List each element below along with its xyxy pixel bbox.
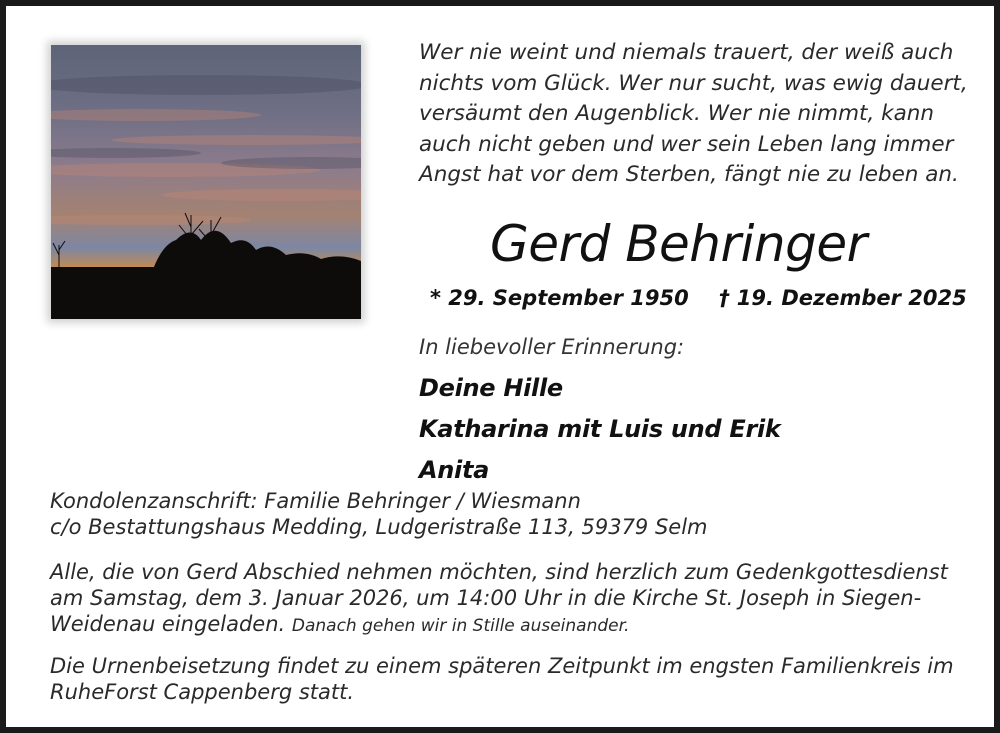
mourner-name: Katharina mit Luis und Erik [419,415,781,443]
mourners-list [419,368,781,491]
mourner-name: Deine Hille [419,374,563,402]
condolence-line: c/o Bestattungshaus Medding, Ludgeristraße 113, 59379 Selm [50,515,708,539]
sunset-landscape-image [51,45,361,319]
condolence-line: Kondolenzanschrift: Familie Behringer / Wiesmann [50,489,581,513]
memory-intro: In liebevoller Erinnerung: [419,335,685,359]
urn-burial-info: Die Urnenbeisetzung findet zu einem späteren Zeitpunkt im engsten Familienkreis im RuheForst Cappenberg statt. [50,654,954,704]
mourner-name: Anita [419,456,490,484]
sunset-photo [51,45,361,319]
memorial-poem: Wer nie weint und niemals trauert, der weiß auch nichts vom Glück. Wer nur sucht, was ewig dauert, versäumt den Augenblick. Wer nie nimmt, kann auch nicht geben und wer sein Leben lang immer Angst hat vor dem Sterben, fängt nie zu leben an. [419,40,968,187]
service-after-text: Danach gehen wir in Stille auseinander. [291,616,630,636]
condolence-address [50,488,960,540]
deceased-name: Gerd Behringer [490,215,867,273]
service-text: Alle, die von Gerd Abschied nehmen möchten, sind herzlich zum Gedenkgottesdienst am Samstag, dem 3. Januar 2026, um 14:00 Uhr in die Kirche St. Joseph in Siegen-Weidenau eingeladen. [50,560,948,636]
memorial-service-info [50,559,960,639]
birth-date: * 29. September 1950 [430,286,689,310]
death-date: † 19. Dezember 2025 [719,286,967,310]
